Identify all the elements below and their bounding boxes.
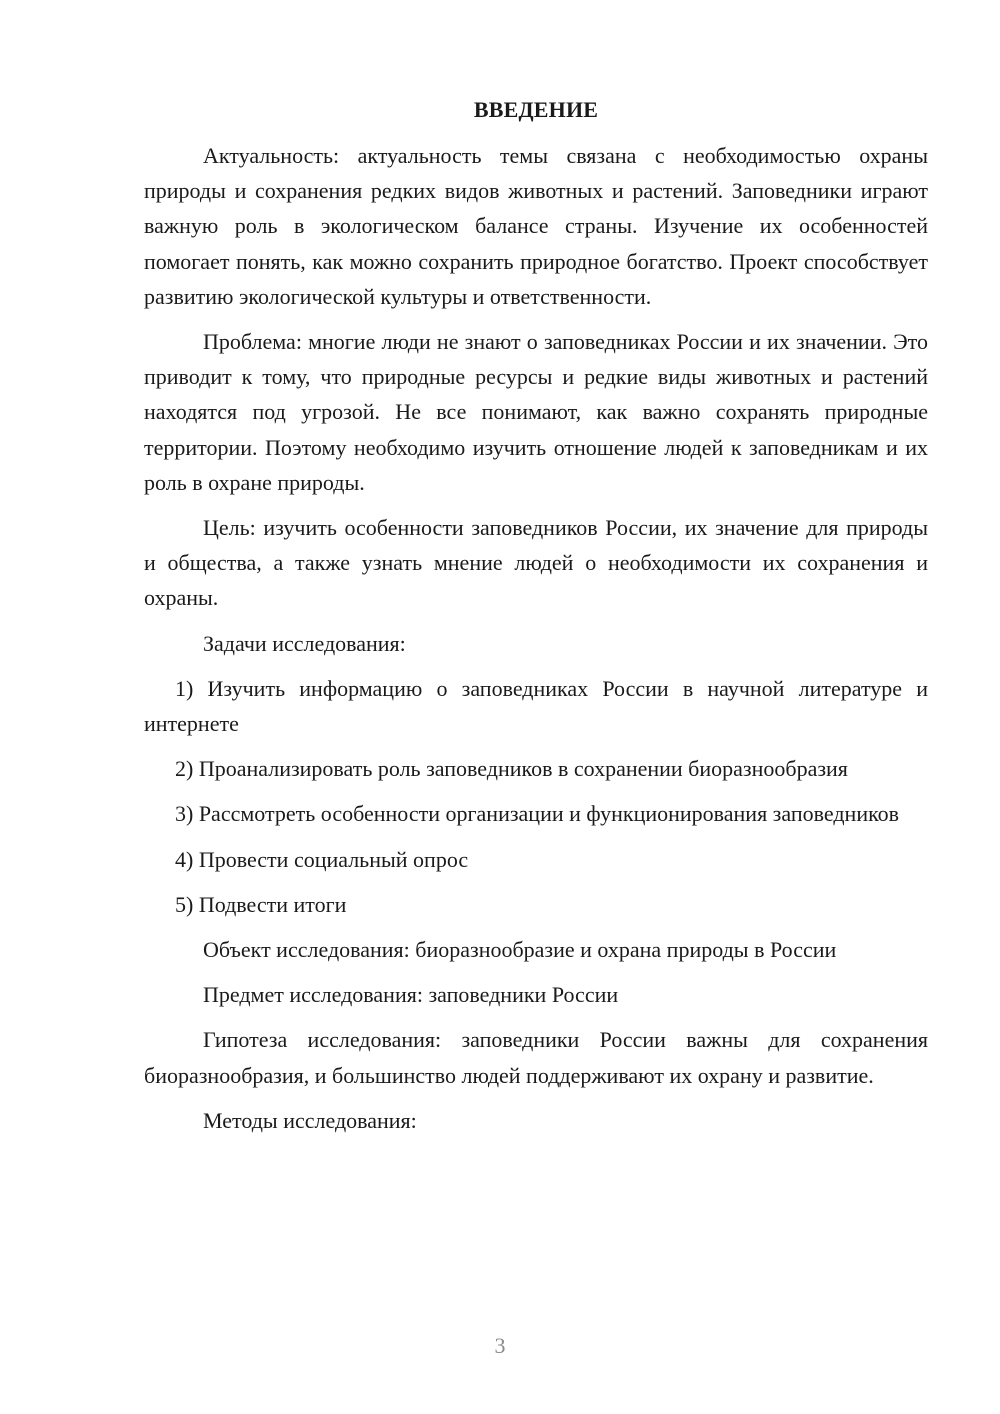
paragraph-problem: Проблема: многие люди не знают о заповедниках России и их значении. Это приводит к тому, что природные ресурсы и редкие виды животных и растений находятся под угрозой. Не все понимают, как важно сохранять природные территории. Поэтому необходимо изучить отношение людей к заповедникам и их роль в охране природы. <box>144 329 928 495</box>
paragraph-relevance: Актуальность: актуальность темы связана с необходимостью охраны природы и сохранения редких видов животных и растений. Заповедники играют важную роль в экологическом балансе страны. Изучение их особенностей помогает понять, как можно сохранить природное богатство. Проект способствует развитию экологической культуры и ответственности. <box>144 143 928 309</box>
tasks-heading: Задачи исследования: <box>203 630 406 656</box>
page-number: 3 <box>494 1333 506 1358</box>
document-page <box>144 92 928 1148</box>
paragraph-subject: Предмет исследования: заповедники России <box>203 982 619 1008</box>
task-item-5: 5) Подвести итоги <box>175 891 347 917</box>
task-item-1: 1) Изучить информацию о заповедниках России в научной литературе и интернете <box>144 675 928 737</box>
methods-heading: Методы исследования: <box>203 1107 417 1133</box>
task-item-2: 2) Проанализировать роль заповедников в сохранении биоразнообразия <box>175 756 848 782</box>
paragraph-goal: Цель: изучить особенности заповедников России, их значение для природы и общества, а также узнать мнение людей о необходимости их сохранения и охраны. <box>144 515 928 611</box>
paragraph-hypothesis: Гипотеза исследования: заповедники России важны для сохранения биоразнообразия, и большинство людей поддерживают их охрану и развитие. <box>144 1027 928 1088</box>
section-title: ВВЕДЕНИЕ <box>473 97 599 122</box>
task-item-4: 4) Провести социальный опрос <box>175 846 469 872</box>
paragraph-object: Объект исследования: биоразнообразие и охрана природы в России <box>203 937 837 963</box>
task-item-3: 3) Рассмотреть особенности организации и функционирования заповедников <box>175 801 900 827</box>
